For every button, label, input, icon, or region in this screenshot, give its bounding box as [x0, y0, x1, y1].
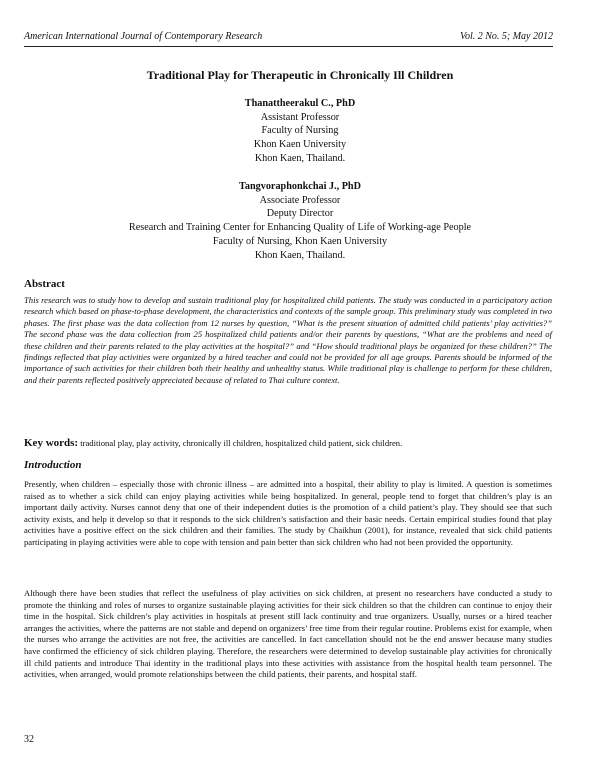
- keywords-text: traditional play, play activity, chronically ill children, hospitalized child patient, sick children.: [80, 438, 403, 448]
- keywords-label: Key words:: [24, 437, 79, 449]
- author-1: [0, 97, 600, 166]
- abstract-heading: Abstract: [24, 278, 65, 290]
- author-2-line: Khon Kaen, Thailand.: [254, 249, 346, 261]
- intro-paragraph-1: Presently, when children – especially those with chronic illness – are admitted into a hospital, their ability to play is limited. A question is sometimes raised as to whether a sick child can enjoy playing activities while being hospitalized. In general, people tend to forget that children’s play is an important daily activity. Nurses cannot deny that one of their independent duties is the promotion of a child patient’s play. They should see that such activity exists, and help it develop so that it responds to the sick children’s satisfaction and their basic needs. Certain empirical studies found that play activities have a positive effect on the sick children and their families. The study by Chaikhun (2001), for instance, revealed that sick child patients participating in playing activities were able to cope with tension and pain better than sick children who had not been provided the opportunity.: [24, 479, 552, 547]
- page-number: 32: [24, 734, 34, 745]
- volume-info: Vol. 2 No. 5; May 2012: [459, 31, 553, 42]
- author-2-line: Associate Professor: [259, 194, 341, 206]
- author-1-line: Khon Kaen, Thailand.: [254, 152, 346, 164]
- intro-paragraph-2: Although there have been studies that reflect the usefulness of play activities on sick children, at present no researchers have conducted a study to promote the thinking and roles of nurses to organize sustainable playing activities for their sick children so that the children can continue to enjoy their time in the hospital. Sick children’s play activities in hospitals at present still lack continuity and true organizers. Usually, nurses or a hired teacher arranges the activities, where the patterns are not stable and depend on organizers’ free time from their regular routine. Problems exist for example, when the nurses who arrange the activities are not free, the activities are cancelled. In fact cancellation should not be the end answer because many studies have confirmed the efficiency of sick children playing. Therefore, the researchers were determined to develop sustainable play activities for chronically ill child patients and introduce Thai identity in the traditional plays into these activities with assistance from the hospital health team personnel. The activities, when arranged, would promote relationships between the child patients, their parents, and hospital staff.: [24, 588, 552, 680]
- author-2-line: Faculty of Nursing, Khon Kaen University: [212, 235, 388, 247]
- keywords: [24, 437, 564, 449]
- author-2: [0, 180, 600, 262]
- paper-title: Traditional Play for Therapeutic in Chronically Ill Children: [146, 68, 454, 82]
- author-1-name: Thanattheerakul C., PhD: [244, 98, 356, 109]
- author-1-line: Assistant Professor: [260, 111, 340, 123]
- journal-name: American International Journal of Contemporary Research: [24, 31, 263, 42]
- author-2-line: Research and Training Center for Enhancing Quality of Life of Working-age People: [128, 222, 472, 234]
- author-2-name: Tangvoraphonkchai J., PhD: [239, 181, 361, 192]
- author-1-line: Faculty of Nursing: [261, 125, 339, 137]
- author-2-line: Deputy Director: [266, 208, 334, 220]
- running-header: [24, 31, 553, 45]
- introduction-heading: Introduction: [24, 459, 82, 471]
- header-rule: [24, 46, 553, 47]
- author-1-line: Khon Kaen University: [253, 139, 347, 151]
- abstract-text: This research was to study how to develop and sustain traditional play for hospitalized child patients. The study was conducted in a participatory action research which based on phase-to-phase development, the characteristics and contexts of the sample group. This preliminary study was completed in two phases. The first phase was the data collection from 12 nurses by question, “What is the present situation of admitted child patients’ play activities?” The second phase was the data collection from 25 hospitalized child patients and/or their parents by questions, “What are the problems and need of these children and their parents related to the play activities at the hospital?” and “How should traditional plays be organized for these children?” The findings reflected that play activities were organized by a hired teacher and could not be provided for all age groups. Parents should be informed of the importance of such activities for their children both their healthy and unhealthy status. While traditional play is challenge to perform for these children, and their parents reflected positively appreciated because of related to Thai culture context.: [24, 295, 552, 385]
